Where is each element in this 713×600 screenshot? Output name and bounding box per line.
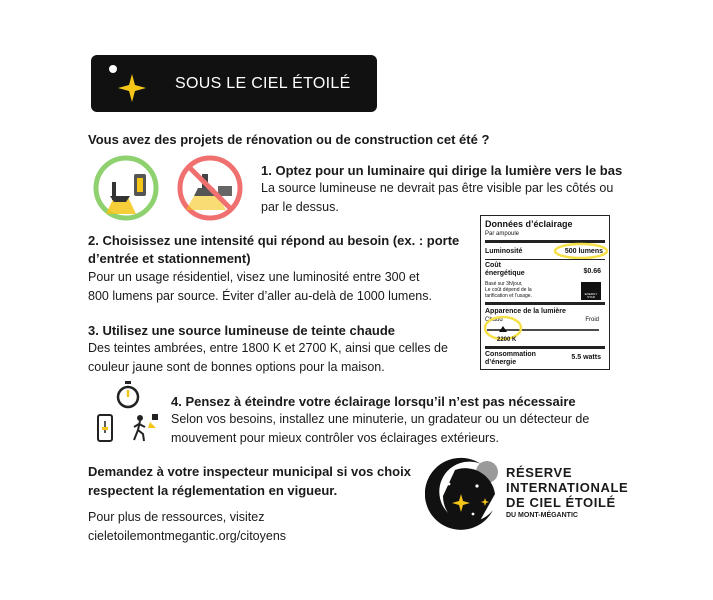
label-title: Données d’éclairage — [485, 219, 573, 229]
label-warm: Chaud — [485, 317, 503, 323]
tip-1-title: 1. Optez pour un luminaire qui dirige la lumière vers le bas — [261, 163, 623, 178]
star-logo-icon — [105, 61, 165, 107]
lighting-facts-label — [480, 215, 610, 370]
energy-star-badge: ENERGY STAR — [581, 282, 601, 300]
tip-1-line-2: par le dessus. — [261, 200, 339, 214]
logo-line-1: RÉSERVE — [506, 465, 573, 480]
logo-line-4: DU MONT-MÉGANTIC — [506, 512, 578, 519]
motion-sensor-icon — [130, 410, 162, 444]
resources-link[interactable]: cieletoilemontmegantic.org/citoyens — [88, 529, 287, 543]
label-watts: 5.5 watts — [571, 354, 601, 361]
label-note-1: Basé sur 3h/jour, — [485, 281, 523, 287]
label-lum-value: 500 lumens — [564, 248, 603, 255]
label-note-3: tarification et l’usage. — [485, 293, 532, 299]
closing-line-2: respectent la réglementation en vigueur. — [88, 483, 338, 498]
label-kelvin: 2200 K — [497, 337, 517, 343]
tip-2-title-line-2: d’entrée et stationnement) — [88, 251, 251, 266]
tip-4-title: 4. Pensez à éteindre votre éclairage lorsqu’il n’est pas nécessaire — [171, 394, 576, 409]
label-consumption-2: d’énergie — [485, 359, 517, 366]
label-cost-label-2: énergétique — [485, 270, 525, 277]
banner-title: SOUS LE CIEL ÉTOILÉ — [175, 75, 351, 92]
intro-heading: Vous avez des projets de rénovation ou de construction cet été ? — [88, 132, 490, 147]
reserve-logo-icon — [425, 456, 503, 536]
tip-3-line-2: couleur jaune sont de bonnes options pour la maison. — [88, 360, 385, 374]
label-lum-label: Luminosité — [485, 248, 523, 255]
label-note-2: Le coût dépend de la — [485, 287, 532, 293]
tip-3-title: 3. Utilisez une source lumineuse de teinte chaude — [88, 323, 396, 338]
tip-2-line-2: 800 lumens par source. Éviter d’aller au-delà de 1000 lumens. — [88, 289, 432, 303]
logo-line-3: DE CIEL ÉTOILÉ — [506, 495, 616, 510]
dimmer-switch-icon — [96, 413, 114, 443]
good-fixture-icon — [92, 152, 164, 224]
label-cold: Froid — [585, 317, 599, 323]
lumens-highlight-icon — [553, 242, 609, 260]
label-divider — [485, 259, 605, 260]
tip-2-line-1: Pour un usage résidentiel, visez une luminosité entre 300 et — [88, 270, 420, 284]
label-divider — [485, 346, 605, 349]
banner — [91, 55, 377, 112]
label-appearance: Apparence de la lumière — [485, 308, 566, 315]
logo-line-2: INTERNATIONALE — [506, 480, 629, 495]
label-per: Par ampoule — [485, 231, 520, 237]
label-cost-label-1: Coût — [485, 262, 501, 269]
tip-4-line-1: Selon vos besoins, installez une minuterie, un gradateur ou un détecteur de — [171, 412, 590, 426]
label-consumption-1: Consommation — [485, 351, 536, 358]
label-cost-value: $0.66 — [583, 268, 601, 275]
bad-fixture-icon — [174, 152, 246, 224]
tip-2-title-line-1: 2. Choisissez une intensité qui répond au besoin (ex. : porte — [88, 233, 460, 248]
label-divider — [485, 302, 605, 305]
tip-3-line-1: Des teintes ambrées, entre 1800 K et 2700 K, ainsi que celles de — [88, 341, 448, 355]
timer-icon — [115, 380, 141, 410]
tip-1-line-1: La source lumineuse ne devrait pas être visible par les côtés ou — [261, 181, 614, 195]
tip-4-line-2: mouvement pour mieux contrôler vos éclairages extérieurs. — [171, 431, 499, 445]
resources-line-1: Pour plus de ressources, visitez — [88, 510, 265, 524]
closing-line-1: Demandez à votre inspecteur municipal si vos choix — [88, 464, 411, 479]
